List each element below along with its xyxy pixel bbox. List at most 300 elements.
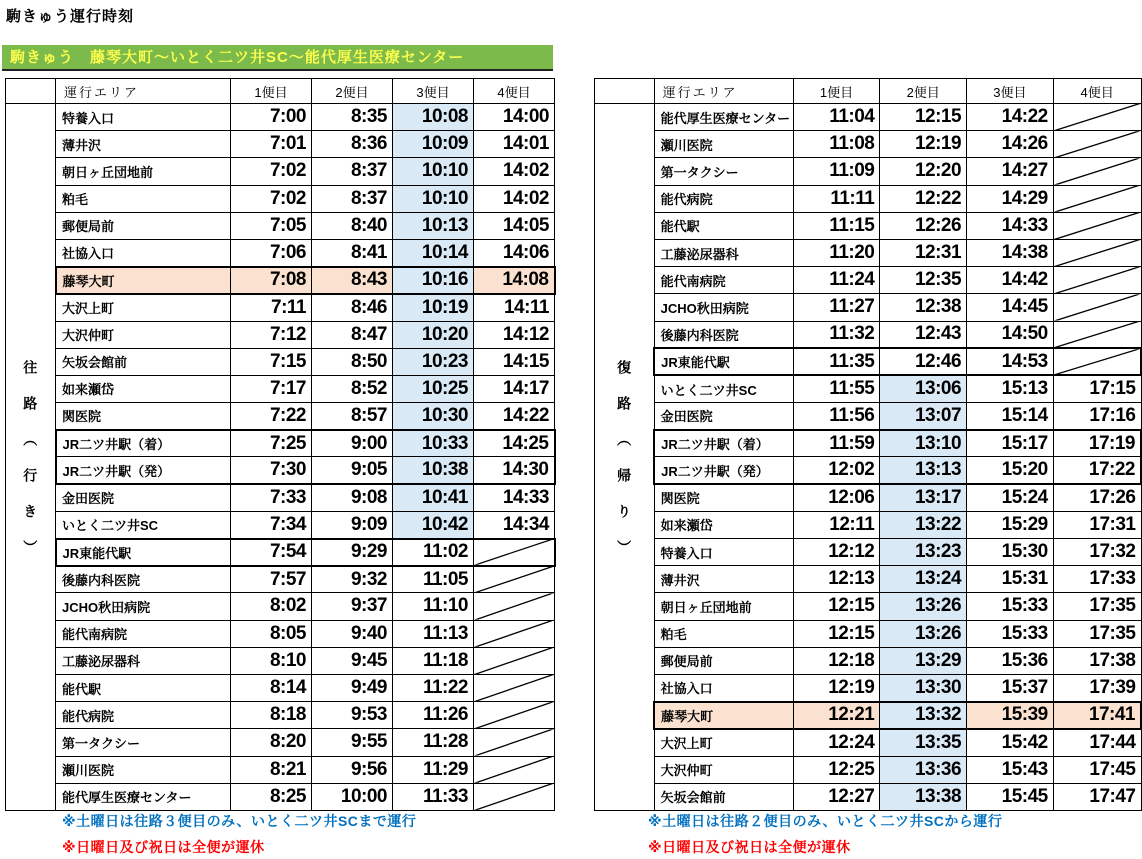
time-cell: 12:15 — [793, 620, 880, 647]
time-cell: 7:02 — [231, 158, 312, 185]
no-service-slash-icon — [474, 621, 554, 647]
stop-name-cell: 後藤内科医院 — [56, 566, 231, 593]
time-cell: 14:15 — [474, 348, 555, 375]
time-cell: 17:31 — [1053, 511, 1141, 538]
no-service-slash-icon — [1054, 213, 1141, 239]
stop-name-cell: 薄井沢 — [56, 131, 231, 158]
time-cell: 14:50 — [967, 321, 1054, 348]
no-service-slash-icon — [1054, 104, 1141, 130]
no-service-slash-icon — [1054, 131, 1141, 157]
stop-name-cell: 金田医院 — [56, 484, 231, 511]
time-cell: 7:34 — [231, 511, 312, 538]
time-cell: 8:36 — [312, 131, 393, 158]
stop-name-cell: 大沢上町 — [56, 294, 231, 321]
time-cell: 10:42 — [393, 511, 474, 538]
time-cell: 10:20 — [393, 321, 474, 348]
time-cell: 11:20 — [793, 239, 880, 266]
time-cell: 8:50 — [312, 348, 393, 375]
time-cell: 12:02 — [793, 457, 880, 484]
time-cell: 15:17 — [967, 430, 1054, 457]
area-column-header: 運行エリア — [56, 79, 231, 104]
time-cell: 13:26 — [880, 620, 967, 647]
inbound-timetable — [594, 78, 1142, 811]
trip-4-header: 4便目 — [1053, 79, 1141, 104]
time-cell: 13:10 — [880, 430, 967, 457]
time-cell: 7:11 — [231, 294, 312, 321]
stop-name-cell: 大沢仲町 — [56, 321, 231, 348]
stop-name-cell: 第一タクシー — [654, 158, 793, 185]
holiday-note: ※日曜日及び祝日は全便が運休 — [648, 839, 851, 855]
time-cell: 14:08 — [474, 267, 555, 294]
time-cell: 7:22 — [231, 403, 312, 430]
time-cell: 17:44 — [1053, 729, 1141, 756]
trip-3-header: 3便目 — [393, 79, 474, 104]
time-cell: 15:45 — [967, 783, 1054, 810]
time-cell — [1053, 212, 1141, 239]
time-cell: 15:24 — [967, 484, 1054, 511]
time-cell — [1053, 348, 1141, 375]
time-cell: 17:35 — [1053, 593, 1141, 620]
table-row — [6, 620, 555, 647]
table-row — [595, 403, 1142, 430]
time-cell: 13:23 — [880, 539, 967, 566]
table-row — [6, 729, 555, 756]
stop-name-cell: 如来瀬岱 — [56, 375, 231, 402]
time-cell: 11:55 — [793, 375, 880, 402]
time-cell: 9:56 — [312, 756, 393, 783]
time-cell: 8:52 — [312, 375, 393, 402]
time-cell: 14:02 — [474, 158, 555, 185]
no-service-slash-icon — [1054, 322, 1141, 348]
time-cell: 15:36 — [967, 647, 1054, 674]
time-cell: 13:17 — [880, 484, 967, 511]
time-cell: 14:33 — [474, 484, 555, 511]
time-cell: 8:47 — [312, 321, 393, 348]
time-cell: 14:00 — [474, 104, 555, 131]
no-service-slash-icon — [474, 784, 554, 810]
time-cell: 12:21 — [793, 702, 880, 729]
time-cell: 8:46 — [312, 294, 393, 321]
time-cell — [1053, 131, 1141, 158]
no-service-slash-icon — [474, 757, 554, 783]
stop-name-cell: 社協入口 — [56, 239, 231, 266]
table-row — [6, 593, 555, 620]
no-service-slash-icon — [1054, 349, 1140, 374]
stop-name-cell: 矢坂会館前 — [654, 783, 793, 810]
saturday-note: ※土曜日は往路３便目のみ、いとく二ツ井SCまで運行 — [62, 813, 417, 829]
trip-3-header: 3便目 — [967, 79, 1054, 104]
direction-label: 復路（帰り） — [595, 104, 655, 811]
table-row — [6, 131, 555, 158]
time-cell: 11:15 — [793, 212, 880, 239]
time-cell: 12:15 — [793, 593, 880, 620]
corner-cell — [6, 79, 56, 104]
time-cell: 10:25 — [393, 375, 474, 402]
time-cell: 12:19 — [880, 131, 967, 158]
time-cell: 12:19 — [793, 674, 880, 701]
time-cell: 17:15 — [1053, 375, 1141, 402]
time-cell: 12:31 — [880, 239, 967, 266]
time-cell: 11:29 — [393, 756, 474, 783]
table-row — [6, 702, 555, 729]
time-cell: 8:35 — [312, 104, 393, 131]
stop-name-cell: 能代厚生医療センター — [56, 783, 231, 810]
time-cell: 10:38 — [393, 457, 474, 484]
time-cell: 13:32 — [880, 702, 967, 729]
table-row — [595, 457, 1142, 484]
time-cell: 10:09 — [393, 131, 474, 158]
table-row — [595, 593, 1142, 620]
route-banner — [2, 45, 553, 71]
page-title: 駒きゅう運行時刻 — [6, 8, 135, 25]
time-cell: 7:54 — [231, 539, 312, 566]
no-service-slash-icon — [1054, 186, 1141, 212]
stop-name-cell: 朝日ヶ丘団地前 — [56, 158, 231, 185]
stop-name-cell: JR二ツ井駅（発） — [654, 457, 793, 484]
time-cell — [474, 756, 555, 783]
table-row — [6, 348, 555, 375]
time-cell: 9:40 — [312, 620, 393, 647]
time-cell: 11:56 — [793, 403, 880, 430]
stop-name-cell: 特養入口 — [654, 539, 793, 566]
stop-name-cell: 粕毛 — [56, 185, 231, 212]
time-cell: 7:05 — [231, 212, 312, 239]
time-cell: 11:24 — [793, 267, 880, 294]
time-cell: 9:55 — [312, 729, 393, 756]
stop-name-cell: 能代駅 — [56, 674, 231, 701]
time-cell: 11:09 — [793, 158, 880, 185]
time-cell — [474, 729, 555, 756]
time-cell: 8:02 — [231, 593, 312, 620]
time-cell — [474, 566, 555, 593]
time-cell: 14:30 — [474, 457, 555, 484]
time-cell: 13:35 — [880, 729, 967, 756]
stop-name-cell: JR二ツ井駅（発） — [56, 457, 231, 484]
time-cell: 7:15 — [231, 348, 312, 375]
time-cell: 10:00 — [312, 783, 393, 810]
stop-name-cell: 金田医院 — [654, 403, 793, 430]
time-cell — [474, 593, 555, 620]
time-cell: 11:18 — [393, 647, 474, 674]
time-cell: 15:30 — [967, 539, 1054, 566]
stop-name-cell: JR東能代駅 — [654, 348, 793, 375]
table-row — [6, 239, 555, 266]
time-cell: 10:16 — [393, 267, 474, 294]
stop-name-cell: 第一タクシー — [56, 729, 231, 756]
table-row — [6, 566, 555, 593]
time-cell: 10:30 — [393, 403, 474, 430]
time-cell: 8:43 — [312, 267, 393, 294]
time-cell: 14:53 — [967, 348, 1054, 375]
time-cell: 13:24 — [880, 566, 967, 593]
trip-1-header: 1便目 — [231, 79, 312, 104]
time-cell: 13:22 — [880, 511, 967, 538]
time-cell: 15:39 — [967, 702, 1054, 729]
time-cell: 12:11 — [793, 511, 880, 538]
time-cell: 12:38 — [880, 294, 967, 321]
time-cell: 11:10 — [393, 593, 474, 620]
outbound-table — [5, 78, 556, 811]
stop-name-cell: 特養入口 — [56, 104, 231, 131]
time-cell: 14:29 — [967, 185, 1054, 212]
table-row — [6, 430, 555, 457]
time-cell: 12:15 — [880, 104, 967, 131]
time-cell: 8:57 — [312, 403, 393, 430]
time-cell: 9:32 — [312, 566, 393, 593]
time-cell: 9:05 — [312, 457, 393, 484]
time-cell: 13:38 — [880, 783, 967, 810]
time-cell: 17:33 — [1053, 566, 1141, 593]
inbound-table — [594, 78, 1142, 811]
time-cell: 11:08 — [793, 131, 880, 158]
no-service-slash-icon — [474, 702, 554, 728]
table-row — [595, 430, 1142, 457]
stop-name-cell: 薄井沢 — [654, 566, 793, 593]
table-row — [595, 539, 1142, 566]
time-cell: 11:59 — [793, 430, 880, 457]
stop-name-cell: 社協入口 — [654, 674, 793, 701]
time-cell: 15:14 — [967, 403, 1054, 430]
stop-name-cell: JR二ツ井駅（着） — [56, 430, 231, 457]
time-cell: 14:34 — [474, 511, 555, 538]
table-row — [6, 375, 555, 402]
table-row — [6, 104, 555, 131]
saturday-note: ※土曜日は往路２便目のみ、いとく二ツ井SCから運行 — [648, 813, 1003, 829]
stop-name-cell: 能代駅 — [654, 212, 793, 239]
table-row — [595, 674, 1142, 701]
time-cell: 7:25 — [231, 430, 312, 457]
table-row — [6, 158, 555, 185]
no-service-slash-icon — [474, 567, 554, 593]
time-cell: 9:00 — [312, 430, 393, 457]
time-cell: 17:19 — [1053, 430, 1141, 457]
stop-name-cell: 藤琴大町 — [56, 267, 231, 294]
time-cell: 8:41 — [312, 239, 393, 266]
table-row — [6, 511, 555, 538]
time-cell: 8:18 — [231, 702, 312, 729]
time-cell: 17:47 — [1053, 783, 1141, 810]
no-service-slash-icon — [474, 540, 554, 565]
time-cell: 14:45 — [967, 294, 1054, 321]
time-cell: 15:42 — [967, 729, 1054, 756]
time-cell: 12:35 — [880, 267, 967, 294]
time-cell: 10:23 — [393, 348, 474, 375]
time-cell — [1053, 185, 1141, 212]
table-row — [595, 511, 1142, 538]
time-cell: 7:33 — [231, 484, 312, 511]
outbound-timetable — [5, 78, 556, 811]
time-cell — [1053, 239, 1141, 266]
time-cell: 10:19 — [393, 294, 474, 321]
table-row — [595, 185, 1142, 212]
time-cell: 13:29 — [880, 647, 967, 674]
time-cell: 15:33 — [967, 593, 1054, 620]
time-cell: 10:10 — [393, 158, 474, 185]
time-cell: 9:08 — [312, 484, 393, 511]
time-cell: 15:37 — [967, 674, 1054, 701]
time-cell: 17:38 — [1053, 647, 1141, 674]
time-cell: 8:05 — [231, 620, 312, 647]
time-cell: 12:13 — [793, 566, 880, 593]
stop-name-cell: 能代南病院 — [56, 620, 231, 647]
time-cell: 12:06 — [793, 484, 880, 511]
stop-name-cell: 関医院 — [56, 403, 231, 430]
time-cell: 8:40 — [312, 212, 393, 239]
stop-name-cell: 能代南病院 — [654, 267, 793, 294]
time-cell: 9:53 — [312, 702, 393, 729]
time-cell: 9:29 — [312, 539, 393, 566]
time-cell: 14:33 — [967, 212, 1054, 239]
time-cell: 14:38 — [967, 239, 1054, 266]
table-row — [6, 321, 555, 348]
time-cell: 12:12 — [793, 539, 880, 566]
time-cell: 8:37 — [312, 158, 393, 185]
time-cell — [1053, 321, 1141, 348]
table-row — [595, 212, 1142, 239]
time-cell: 9:09 — [312, 511, 393, 538]
time-cell: 10:10 — [393, 185, 474, 212]
stop-name-cell: JR東能代駅 — [56, 539, 231, 566]
no-service-slash-icon — [474, 675, 554, 701]
table-row — [595, 566, 1142, 593]
stop-name-cell: いとく二ツ井SC — [56, 511, 231, 538]
time-cell: 8:10 — [231, 647, 312, 674]
time-cell: 15:20 — [967, 457, 1054, 484]
time-cell: 11:28 — [393, 729, 474, 756]
time-cell: 15:33 — [967, 620, 1054, 647]
time-cell: 7:17 — [231, 375, 312, 402]
table-row — [6, 484, 555, 511]
table-row — [595, 375, 1142, 402]
time-cell: 11:05 — [393, 566, 474, 593]
stop-name-cell: 瀬川医院 — [56, 756, 231, 783]
stop-name-cell: 能代厚生医療センター — [654, 104, 793, 131]
table-row — [595, 267, 1142, 294]
time-cell: 14:12 — [474, 321, 555, 348]
time-cell: 12:20 — [880, 158, 967, 185]
table-row — [6, 674, 555, 701]
trip-4-header: 4便目 — [474, 79, 555, 104]
stop-name-cell: 能代病院 — [654, 185, 793, 212]
time-cell: 14:27 — [967, 158, 1054, 185]
time-cell: 7:08 — [231, 267, 312, 294]
table-row — [6, 539, 555, 566]
time-cell: 14:22 — [967, 104, 1054, 131]
time-cell: 11:04 — [793, 104, 880, 131]
stop-name-cell: 工藤泌尿器科 — [654, 239, 793, 266]
time-cell: 7:30 — [231, 457, 312, 484]
time-cell: 10:41 — [393, 484, 474, 511]
time-cell: 10:14 — [393, 239, 474, 266]
time-cell — [474, 702, 555, 729]
time-cell — [474, 620, 555, 647]
time-cell: 14:25 — [474, 430, 555, 457]
no-service-slash-icon — [1054, 294, 1141, 320]
time-cell: 17:16 — [1053, 403, 1141, 430]
time-cell: 8:25 — [231, 783, 312, 810]
header-row — [595, 79, 1142, 104]
stop-name-cell: 郵便局前 — [654, 647, 793, 674]
time-cell: 14:26 — [967, 131, 1054, 158]
stop-name-cell: 矢坂会館前 — [56, 348, 231, 375]
table-row — [595, 484, 1142, 511]
time-cell: 8:21 — [231, 756, 312, 783]
table-row — [6, 267, 555, 294]
stop-name-cell: 朝日ヶ丘団地前 — [654, 593, 793, 620]
stop-name-cell: 如来瀬岱 — [654, 511, 793, 538]
area-column-header: 運行エリア — [654, 79, 793, 104]
time-cell: 8:14 — [231, 674, 312, 701]
table-row — [595, 104, 1142, 131]
holiday-note: ※日曜日及び祝日は全便が運休 — [62, 839, 265, 855]
time-cell: 15:13 — [967, 375, 1054, 402]
time-cell: 7:01 — [231, 131, 312, 158]
time-cell: 17:26 — [1053, 484, 1141, 511]
table-row — [6, 185, 555, 212]
stop-name-cell: 後藤内科医院 — [654, 321, 793, 348]
time-cell: 15:29 — [967, 511, 1054, 538]
stop-name-cell: 藤琴大町 — [654, 702, 793, 729]
time-cell: 11:33 — [393, 783, 474, 810]
table-row — [595, 239, 1142, 266]
stop-name-cell: 郵便局前 — [56, 212, 231, 239]
table-row — [595, 348, 1142, 375]
time-cell: 7:12 — [231, 321, 312, 348]
stop-name-cell: 粕毛 — [654, 620, 793, 647]
header-row — [6, 79, 555, 104]
time-cell: 11:27 — [793, 294, 880, 321]
time-cell: 13:13 — [880, 457, 967, 484]
stop-name-cell: 大沢上町 — [654, 729, 793, 756]
table-row — [595, 294, 1142, 321]
time-cell: 12:46 — [880, 348, 967, 375]
time-cell: 14:11 — [474, 294, 555, 321]
time-cell: 10:08 — [393, 104, 474, 131]
trip-2-header: 2便目 — [312, 79, 393, 104]
time-cell: 12:22 — [880, 185, 967, 212]
time-cell: 12:25 — [793, 756, 880, 783]
stop-name-cell: 大沢仲町 — [654, 756, 793, 783]
inbound-notes — [648, 812, 1002, 859]
table-row — [595, 702, 1142, 729]
table-row — [595, 321, 1142, 348]
table-row — [6, 403, 555, 430]
stop-name-cell: いとく二ツ井SC — [654, 375, 793, 402]
no-service-slash-icon — [1054, 240, 1141, 266]
time-cell: 11:26 — [393, 702, 474, 729]
time-cell: 14:02 — [474, 185, 555, 212]
time-cell: 10:33 — [393, 430, 474, 457]
no-service-slash-icon — [474, 729, 554, 755]
time-cell — [1053, 104, 1141, 131]
time-cell — [1053, 294, 1141, 321]
time-cell: 8:37 — [312, 185, 393, 212]
time-cell: 7:00 — [231, 104, 312, 131]
time-cell: 13:07 — [880, 403, 967, 430]
table-row — [595, 620, 1142, 647]
time-cell — [474, 539, 555, 566]
no-service-slash-icon — [474, 593, 554, 619]
time-cell — [474, 783, 555, 810]
time-cell: 7:06 — [231, 239, 312, 266]
no-service-slash-icon — [1054, 267, 1141, 293]
time-cell: 12:27 — [793, 783, 880, 810]
table-row — [6, 647, 555, 674]
time-cell — [474, 674, 555, 701]
table-row — [595, 158, 1142, 185]
time-cell — [1053, 267, 1141, 294]
table-row — [595, 783, 1142, 810]
